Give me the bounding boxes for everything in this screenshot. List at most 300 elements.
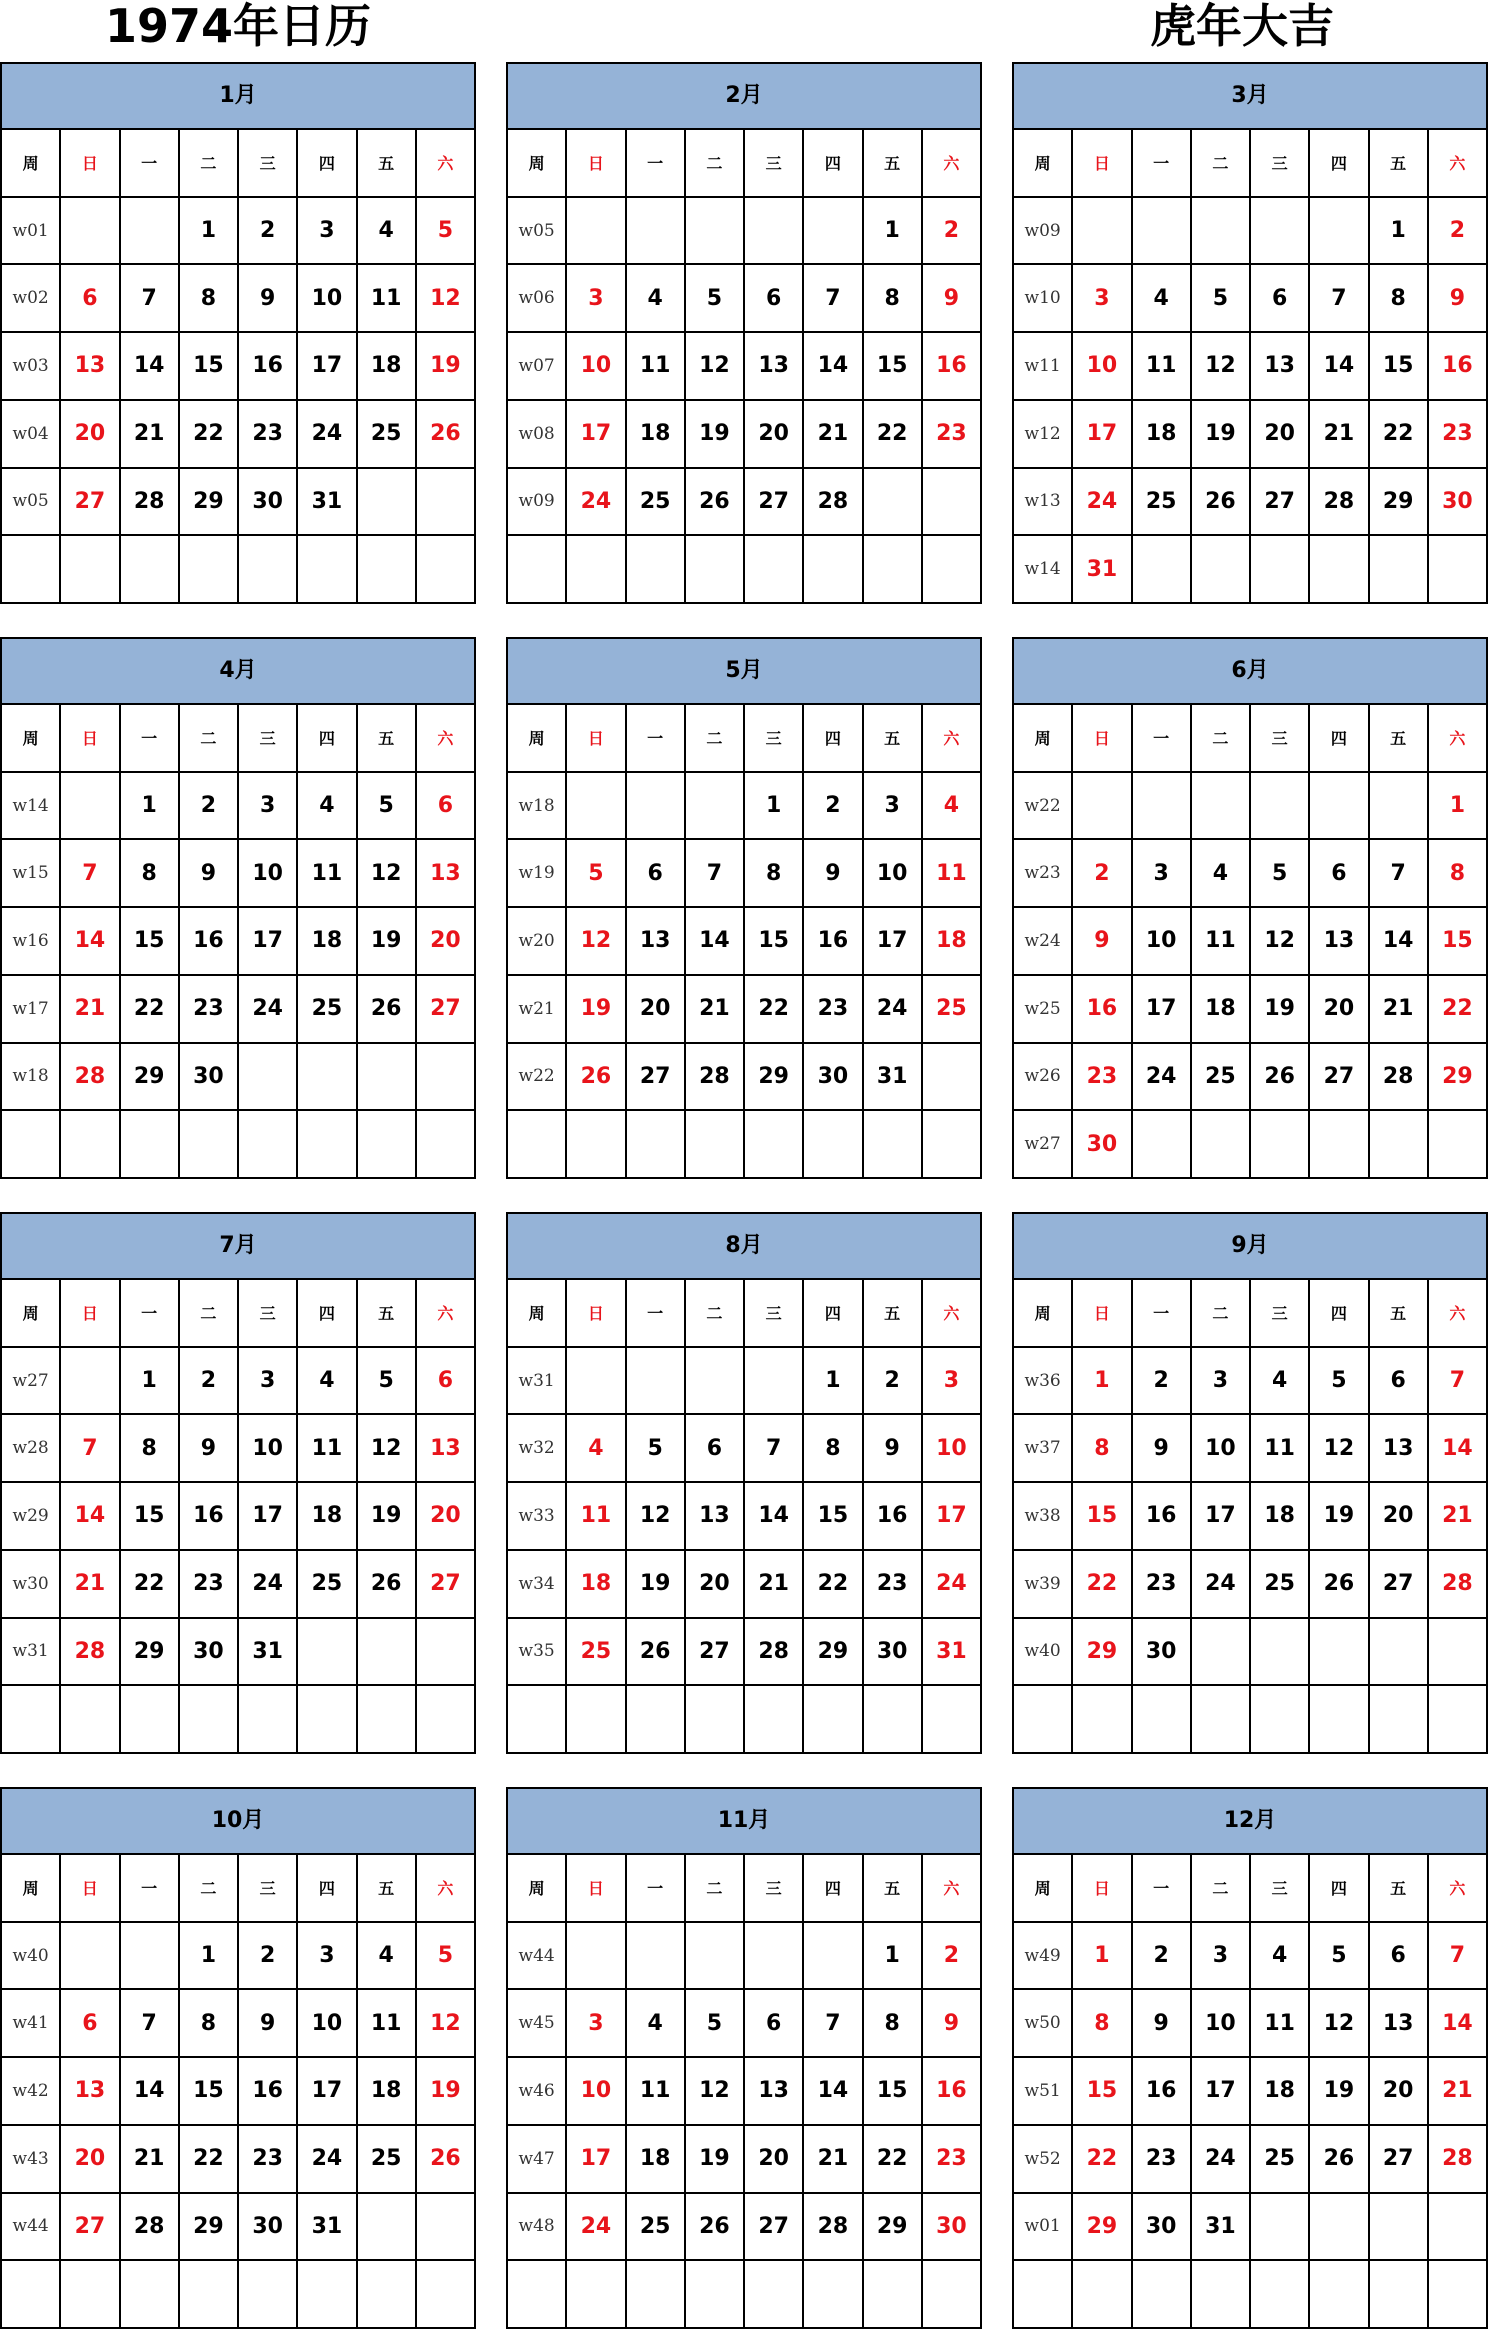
day-cell: 17 — [567, 401, 626, 469]
day-cell: 17 — [298, 2058, 357, 2126]
day-cell — [61, 773, 120, 841]
day-cell: 12 — [627, 1483, 686, 1551]
day-cell: 5 — [567, 840, 626, 908]
day-cell: 20 — [61, 2126, 120, 2194]
day-cell: 29 — [180, 469, 239, 537]
month-block — [0, 1212, 476, 1754]
day-cell: 23 — [1133, 2126, 1192, 2194]
day-cell: 4 — [627, 265, 686, 333]
day-cell — [804, 1686, 863, 1754]
day-cell: 19 — [1310, 1483, 1369, 1551]
day-cell: 14 — [1429, 1415, 1488, 1483]
day-cell: 2 — [923, 1923, 982, 1991]
day-cell: 15 — [121, 1483, 180, 1551]
day-cell: 21 — [1429, 2058, 1488, 2126]
day-cell: 11 — [1192, 908, 1251, 976]
day-cell: 8 — [1073, 1415, 1132, 1483]
day-cell: 3 — [1073, 265, 1132, 333]
day-cell: 13 — [417, 840, 476, 908]
day-cell: 1 — [1073, 1923, 1132, 1991]
day-cell: 23 — [1073, 1044, 1132, 1112]
day-cell: 27 — [1370, 1551, 1429, 1619]
day-cell: 7 — [1429, 1348, 1488, 1416]
day-cell: 28 — [61, 1619, 120, 1687]
day-cell — [923, 1044, 982, 1112]
day-cell — [61, 1923, 120, 1991]
day-cell — [1192, 536, 1251, 604]
week-number: w14 — [2, 773, 61, 841]
week-number: w27 — [1014, 1111, 1073, 1179]
day-cell — [417, 1619, 476, 1687]
month-title: 1月 — [2, 64, 476, 130]
day-cell: 12 — [686, 333, 745, 401]
day-cell: 26 — [567, 1044, 626, 1112]
day-cell: 1 — [180, 198, 239, 266]
day-cell: 9 — [180, 1415, 239, 1483]
month-block — [506, 637, 982, 1179]
day-cell: 15 — [1370, 333, 1429, 401]
week-number: w22 — [508, 1044, 567, 1112]
day-cell: 30 — [1133, 1619, 1192, 1687]
day-cell: 1 — [1073, 1348, 1132, 1416]
day-cell: 23 — [1133, 1551, 1192, 1619]
day-cell: 11 — [627, 333, 686, 401]
day-cell: 12 — [358, 1415, 417, 1483]
day-cell: 27 — [745, 2194, 804, 2262]
week-number: w13 — [1014, 469, 1073, 537]
day-cell: 3 — [923, 1348, 982, 1416]
weekday-header: 三 — [745, 705, 804, 773]
day-cell: 7 — [121, 1990, 180, 2058]
day-cell: 2 — [1073, 840, 1132, 908]
day-cell: 19 — [417, 333, 476, 401]
month-day-grid — [2, 705, 476, 1179]
day-cell: 22 — [864, 401, 923, 469]
weekday-header: 四 — [804, 1855, 863, 1923]
week-number: w27 — [2, 1348, 61, 1416]
day-cell: 13 — [686, 1483, 745, 1551]
weekday-header: 二 — [1192, 705, 1251, 773]
week-number: w23 — [1014, 840, 1073, 908]
day-cell — [745, 198, 804, 266]
weekday-header: 六 — [923, 1280, 982, 1348]
day-cell — [1370, 1686, 1429, 1754]
day-cell: 9 — [923, 265, 982, 333]
day-cell: 17 — [923, 1483, 982, 1551]
day-cell — [121, 1686, 180, 1754]
day-cell: 3 — [298, 1923, 357, 1991]
day-cell: 2 — [1133, 1923, 1192, 1991]
day-cell: 6 — [1251, 265, 1310, 333]
day-cell: 21 — [121, 2126, 180, 2194]
week-number: w50 — [1014, 1990, 1073, 2058]
day-cell — [1192, 198, 1251, 266]
week-number — [1014, 2261, 1073, 2329]
day-cell: 10 — [1073, 333, 1132, 401]
day-cell — [1251, 2194, 1310, 2262]
week-number — [2, 2261, 61, 2329]
weekday-header: 日 — [1073, 1855, 1132, 1923]
day-cell: 29 — [1429, 1044, 1488, 1112]
day-cell: 29 — [1073, 1619, 1132, 1687]
day-cell — [804, 1923, 863, 1991]
day-cell: 13 — [1310, 908, 1369, 976]
weekday-header: 三 — [239, 705, 298, 773]
week-number: w07 — [508, 333, 567, 401]
month-block — [0, 1787, 476, 2329]
day-cell: 20 — [686, 1551, 745, 1619]
day-cell: 5 — [1310, 1348, 1369, 1416]
day-cell: 21 — [121, 401, 180, 469]
week-number: w28 — [2, 1415, 61, 1483]
day-cell — [239, 536, 298, 604]
week-number — [2, 1111, 61, 1179]
day-cell: 6 — [1370, 1348, 1429, 1416]
weekday-header: 二 — [686, 705, 745, 773]
day-cell — [1370, 536, 1429, 604]
month-title: 3月 — [1014, 64, 1488, 130]
weekday-header: 五 — [1370, 1280, 1429, 1348]
day-cell — [1133, 198, 1192, 266]
day-cell: 11 — [1133, 333, 1192, 401]
day-cell: 24 — [923, 1551, 982, 1619]
day-cell: 27 — [686, 1619, 745, 1687]
day-cell: 8 — [864, 265, 923, 333]
day-cell — [627, 198, 686, 266]
day-cell: 9 — [923, 1990, 982, 2058]
weekday-header: 五 — [1370, 705, 1429, 773]
day-cell — [61, 198, 120, 266]
weekday-header: 三 — [239, 1280, 298, 1348]
day-cell — [923, 536, 982, 604]
day-cell — [1192, 773, 1251, 841]
day-cell: 1 — [121, 1348, 180, 1416]
day-cell: 31 — [1192, 2194, 1251, 2262]
day-cell — [180, 1111, 239, 1179]
day-cell: 4 — [923, 773, 982, 841]
day-cell: 20 — [1370, 2058, 1429, 2126]
day-cell: 8 — [180, 265, 239, 333]
day-cell — [121, 1923, 180, 1991]
day-cell: 10 — [567, 2058, 626, 2126]
day-cell: 13 — [745, 333, 804, 401]
day-cell: 15 — [1073, 2058, 1132, 2126]
day-cell: 11 — [358, 1990, 417, 2058]
day-cell — [1192, 2261, 1251, 2329]
weekday-header: 二 — [180, 1280, 239, 1348]
day-cell: 29 — [1073, 2194, 1132, 2262]
month-block — [0, 62, 476, 604]
weekday-header: 二 — [686, 1855, 745, 1923]
day-cell: 23 — [239, 401, 298, 469]
day-cell: 24 — [1133, 1044, 1192, 1112]
day-cell: 14 — [686, 908, 745, 976]
weekday-header: 六 — [1429, 130, 1488, 198]
day-cell: 4 — [298, 773, 357, 841]
weekday-header: 日 — [61, 1855, 120, 1923]
day-cell: 26 — [358, 1551, 417, 1619]
week-number: w44 — [2, 2194, 61, 2262]
week-number: w26 — [1014, 1044, 1073, 1112]
day-cell: 3 — [1192, 1923, 1251, 1991]
weekday-header: 三 — [239, 130, 298, 198]
day-cell — [358, 536, 417, 604]
day-cell — [804, 2261, 863, 2329]
weekday-header: 周 — [1014, 1280, 1073, 1348]
day-cell: 12 — [567, 908, 626, 976]
weekday-header: 六 — [417, 705, 476, 773]
day-cell: 21 — [686, 976, 745, 1044]
weekday-header: 四 — [298, 705, 357, 773]
day-cell: 6 — [61, 265, 120, 333]
day-cell — [923, 1111, 982, 1179]
day-cell: 18 — [1251, 1483, 1310, 1551]
day-cell: 22 — [1429, 976, 1488, 1044]
day-cell — [627, 773, 686, 841]
day-cell: 10 — [1192, 1990, 1251, 2058]
day-cell — [180, 536, 239, 604]
week-number: w15 — [2, 840, 61, 908]
day-cell: 15 — [1073, 1483, 1132, 1551]
day-cell: 28 — [61, 1044, 120, 1112]
week-number: w34 — [508, 1551, 567, 1619]
day-cell: 7 — [61, 1415, 120, 1483]
week-number: w18 — [2, 1044, 61, 1112]
day-cell: 23 — [1429, 401, 1488, 469]
day-cell: 16 — [923, 333, 982, 401]
day-cell: 20 — [627, 976, 686, 1044]
day-cell: 15 — [180, 333, 239, 401]
week-number: w25 — [1014, 976, 1073, 1044]
weekday-header: 日 — [1073, 1280, 1132, 1348]
day-cell — [627, 1686, 686, 1754]
week-number: w18 — [508, 773, 567, 841]
day-cell: 13 — [1370, 1415, 1429, 1483]
day-cell — [1429, 1619, 1488, 1687]
week-number: w37 — [1014, 1415, 1073, 1483]
day-cell — [567, 1111, 626, 1179]
week-number: w11 — [1014, 333, 1073, 401]
day-cell — [1073, 2261, 1132, 2329]
day-cell — [804, 198, 863, 266]
day-cell: 5 — [686, 1990, 745, 2058]
day-cell: 29 — [180, 2194, 239, 2262]
day-cell: 24 — [1073, 469, 1132, 537]
day-cell — [358, 469, 417, 537]
day-cell: 22 — [180, 2126, 239, 2194]
day-cell — [61, 536, 120, 604]
day-cell: 18 — [298, 908, 357, 976]
day-cell: 7 — [745, 1415, 804, 1483]
week-number: w02 — [2, 265, 61, 333]
day-cell: 6 — [417, 773, 476, 841]
week-number: w06 — [508, 265, 567, 333]
day-cell: 9 — [239, 1990, 298, 2058]
day-cell: 21 — [745, 1551, 804, 1619]
month-title: 9月 — [1014, 1214, 1488, 1280]
weekday-header: 六 — [1429, 705, 1488, 773]
week-number: w05 — [508, 198, 567, 266]
weekday-header: 二 — [686, 1280, 745, 1348]
weekday-header: 日 — [567, 130, 626, 198]
month-block — [1012, 637, 1488, 1179]
month-day-grid — [1014, 1855, 1488, 2329]
weekday-header: 五 — [358, 1280, 417, 1348]
day-cell: 31 — [923, 1619, 982, 1687]
day-cell: 27 — [1370, 2126, 1429, 2194]
day-cell: 24 — [298, 401, 357, 469]
day-cell: 4 — [1251, 1923, 1310, 1991]
day-cell: 20 — [417, 1483, 476, 1551]
day-cell: 30 — [804, 1044, 863, 1112]
week-number: w43 — [2, 2126, 61, 2194]
week-number: w01 — [2, 198, 61, 266]
page-subtitle: 虎年大吉 — [1150, 0, 1334, 53]
day-cell — [1310, 1686, 1369, 1754]
day-cell: 27 — [1310, 1044, 1369, 1112]
day-cell — [121, 536, 180, 604]
day-cell: 14 — [804, 2058, 863, 2126]
day-cell: 25 — [1133, 469, 1192, 537]
day-cell: 4 — [1251, 1348, 1310, 1416]
week-number: w31 — [2, 1619, 61, 1687]
day-cell: 28 — [1429, 1551, 1488, 1619]
day-cell: 22 — [864, 2126, 923, 2194]
day-cell: 2 — [1133, 1348, 1192, 1416]
day-cell: 7 — [1310, 265, 1369, 333]
day-cell: 25 — [1251, 1551, 1310, 1619]
day-cell: 14 — [1429, 1990, 1488, 2058]
day-cell: 26 — [1192, 469, 1251, 537]
day-cell: 13 — [745, 2058, 804, 2126]
weekday-header: 日 — [61, 1280, 120, 1348]
day-cell: 1 — [864, 1923, 923, 1991]
day-cell: 10 — [923, 1415, 982, 1483]
day-cell: 23 — [804, 976, 863, 1044]
weekday-header: 周 — [1014, 1855, 1073, 1923]
day-cell: 30 — [1429, 469, 1488, 537]
day-cell — [1429, 1686, 1488, 1754]
week-number — [508, 536, 567, 604]
day-cell — [864, 469, 923, 537]
weekday-header: 五 — [358, 1855, 417, 1923]
day-cell: 11 — [567, 1483, 626, 1551]
day-cell: 10 — [864, 840, 923, 908]
week-number: w52 — [1014, 2126, 1073, 2194]
day-cell: 18 — [1192, 976, 1251, 1044]
day-cell: 12 — [1310, 1990, 1369, 2058]
month-block — [0, 637, 476, 1179]
day-cell — [627, 536, 686, 604]
day-cell — [417, 1111, 476, 1179]
day-cell — [567, 773, 626, 841]
day-cell — [1192, 1686, 1251, 1754]
day-cell: 25 — [298, 1551, 357, 1619]
day-cell — [298, 2261, 357, 2329]
day-cell — [1310, 773, 1369, 841]
day-cell: 9 — [180, 840, 239, 908]
weekday-header: 一 — [121, 705, 180, 773]
day-cell: 6 — [1310, 840, 1369, 908]
week-number: w39 — [1014, 1551, 1073, 1619]
day-cell: 1 — [1429, 773, 1488, 841]
day-cell: 25 — [1192, 1044, 1251, 1112]
day-cell — [686, 1686, 745, 1754]
day-cell: 11 — [298, 840, 357, 908]
day-cell: 10 — [567, 333, 626, 401]
day-cell — [864, 2261, 923, 2329]
weekday-header: 五 — [1370, 1855, 1429, 1923]
day-cell: 31 — [864, 1044, 923, 1112]
day-cell — [1310, 1111, 1369, 1179]
day-cell: 15 — [864, 333, 923, 401]
month-day-grid — [1014, 130, 1488, 604]
weekday-header: 日 — [567, 1280, 626, 1348]
day-cell — [1251, 536, 1310, 604]
day-cell: 9 — [1133, 1990, 1192, 2058]
week-number: w20 — [508, 908, 567, 976]
week-number: w14 — [1014, 536, 1073, 604]
day-cell — [1370, 1111, 1429, 1179]
day-cell — [686, 536, 745, 604]
day-cell: 7 — [1429, 1923, 1488, 1991]
day-cell: 13 — [61, 333, 120, 401]
day-cell: 10 — [298, 1990, 357, 2058]
week-number: w48 — [508, 2194, 567, 2262]
day-cell — [180, 2261, 239, 2329]
day-cell: 15 — [180, 2058, 239, 2126]
day-cell — [417, 1686, 476, 1754]
week-number: w38 — [1014, 1483, 1073, 1551]
week-number: w46 — [508, 2058, 567, 2126]
day-cell: 8 — [180, 1990, 239, 2058]
day-cell — [358, 1111, 417, 1179]
weekday-header: 二 — [686, 130, 745, 198]
day-cell: 13 — [61, 2058, 120, 2126]
day-cell — [1310, 2261, 1369, 2329]
week-number: w33 — [508, 1483, 567, 1551]
day-cell: 10 — [239, 840, 298, 908]
month-title: 6月 — [1014, 639, 1488, 705]
week-number: w09 — [508, 469, 567, 537]
day-cell: 8 — [1370, 265, 1429, 333]
day-cell — [864, 1111, 923, 1179]
week-number: w21 — [508, 976, 567, 1044]
day-cell: 16 — [923, 2058, 982, 2126]
day-cell: 5 — [686, 265, 745, 333]
day-cell: 19 — [1192, 401, 1251, 469]
week-number: w40 — [2, 1923, 61, 1991]
day-cell — [1073, 1686, 1132, 1754]
day-cell: 5 — [1310, 1923, 1369, 1991]
day-cell: 2 — [1429, 198, 1488, 266]
day-cell — [1133, 2261, 1192, 2329]
day-cell: 29 — [864, 2194, 923, 2262]
day-cell: 26 — [686, 469, 745, 537]
day-cell — [298, 1686, 357, 1754]
weekday-header: 周 — [2, 705, 61, 773]
day-cell: 3 — [298, 198, 357, 266]
day-cell — [627, 2261, 686, 2329]
day-cell: 9 — [1073, 908, 1132, 976]
day-cell — [1073, 198, 1132, 266]
day-cell: 8 — [804, 1415, 863, 1483]
day-cell — [864, 1686, 923, 1754]
day-cell: 26 — [1310, 1551, 1369, 1619]
weekday-header: 周 — [508, 705, 567, 773]
day-cell — [1251, 2261, 1310, 2329]
day-cell: 7 — [804, 1990, 863, 2058]
